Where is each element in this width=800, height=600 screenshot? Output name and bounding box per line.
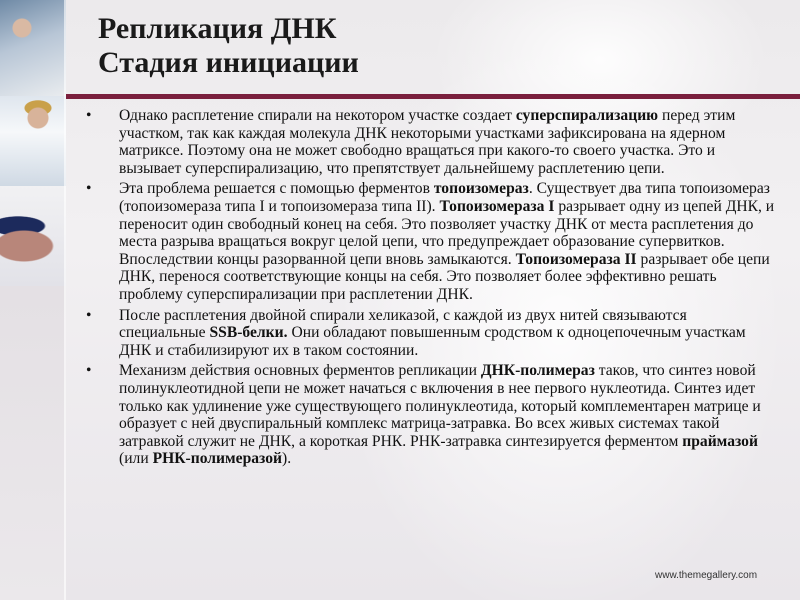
photo-lab-worker xyxy=(0,0,66,96)
bullet-text: ). xyxy=(282,450,292,468)
photo-strip-edge xyxy=(64,0,66,600)
bullet-term: РНК-полимеразой xyxy=(152,450,283,468)
title-line-2: Стадия инициации xyxy=(98,46,359,79)
photo-strip-fade xyxy=(0,286,66,600)
bullet-text: перед этим участком, так как каждая молекула ДНК некоторыми участками зафиксирована на ядерном матриксе. Поэтому она не может свободно вращаться при какого-то своего участка. Это и вызывает суперспирализацию, что препятствует дальнейшему расплетению цепи. xyxy=(119,107,736,177)
bullet-text: разрывает обе цепи ДНК, перенося соответствующие концы на себя. Это позволяет более эффективно решать проблему суперспирализации при расплетении ДНК. xyxy=(119,250,770,303)
bullet-item xyxy=(86,307,776,360)
bullet-text: Однако расплетение спирали на некотором участке создает xyxy=(119,107,516,124)
bullet-text: таков, что синтез новой полинуклеотидной цепи не может начаться с включения в нее первого нуклеотида. Синтез идет только как удлинение уже существующего полинуклеотида, который комплементарен матрице и образует с ней двуспиральный комплекс матрица-затравка. Во всех живых системах такой затравкой служит не ДНК, а короткая РНК. РНК-затравка синтезируется ферментом xyxy=(119,362,761,450)
bullet-list xyxy=(86,107,776,471)
bullet-term: суперспирализацию xyxy=(515,107,659,124)
title-divider xyxy=(66,94,800,99)
title-line-1: Репликация ДНК xyxy=(98,12,337,45)
bullet-text: Механизм действия основных ферментов репликации xyxy=(119,362,481,380)
footer-url: www.themegallery.com xyxy=(655,570,758,581)
bullet-term: ДНК-полимераз xyxy=(480,362,595,380)
bullet-text: (или xyxy=(119,450,153,468)
bullet-term: топоизомераз xyxy=(433,180,529,198)
photo-doctor xyxy=(0,96,66,186)
bullet-item xyxy=(86,107,776,177)
bullet-text: Они обладают повышенным сродством к одноцепочечным участкам ДНК и стабилизируют их в таком состоянии. xyxy=(119,324,746,359)
bullet-term: SSB-белки. xyxy=(209,324,288,342)
bullet-term: Топоизомераза II xyxy=(515,250,637,268)
bullet-text: Эта проблема решается с помощью ферментов xyxy=(119,180,434,198)
photo-strip xyxy=(0,0,66,600)
slide-title xyxy=(98,12,359,80)
bullet-text: После расплетения двойной спирали хеликазой, с каждой из двух нитей связываются специальные xyxy=(119,306,687,342)
bullet-item xyxy=(86,362,776,468)
bullet-term: Топоизомераза I xyxy=(439,197,555,215)
photo-blood-pressure xyxy=(0,186,66,286)
bullet-text: разрывает одну из цепей ДНК, и переносит один свободный конец на себя. Это позволяет участку ДНК от места расплетения до места разрыва вращаться вокруг целой цепи, что предупреждает образование супервитков. Впоследствии концы разорванной цепи вновь замыкаются. xyxy=(119,197,775,268)
bullet-term: праймазой xyxy=(682,432,758,450)
bullet-text: . Существует два типа топоизомераз (топоизомераза типа I и топоизомераза типа II). xyxy=(119,180,770,215)
bullet-item xyxy=(86,180,776,303)
